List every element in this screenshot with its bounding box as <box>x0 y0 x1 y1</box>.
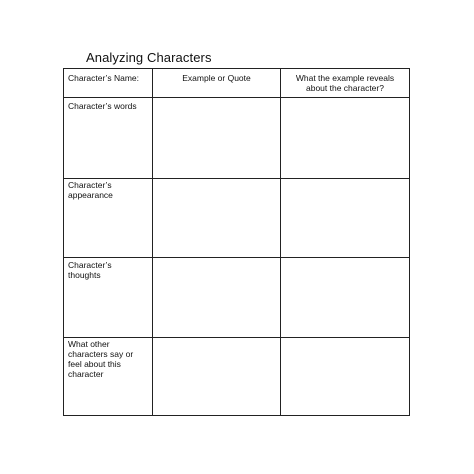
worksheet-title: Analyzing Characters <box>86 50 212 65</box>
column-divider-2 <box>280 69 281 415</box>
row-label-appearance: Character’s appearance <box>68 180 113 200</box>
column-divider-1 <box>152 69 153 415</box>
row-label-others-say: What other characters say or feel about this character <box>68 339 134 379</box>
row-divider-header <box>64 97 409 98</box>
character-analysis-table <box>63 68 410 416</box>
header-what-example-reveals: What the example reveals about the character? <box>295 73 395 93</box>
header-character-name: Character’s Name: <box>68 73 140 83</box>
row-divider-2 <box>64 257 409 258</box>
row-label-words: Character’s words <box>68 101 137 111</box>
row-divider-3 <box>64 337 409 338</box>
row-label-thoughts: Character’s thoughts <box>68 260 112 280</box>
row-divider-1 <box>64 178 409 179</box>
header-example-or-quote: Example or Quote <box>182 73 251 83</box>
